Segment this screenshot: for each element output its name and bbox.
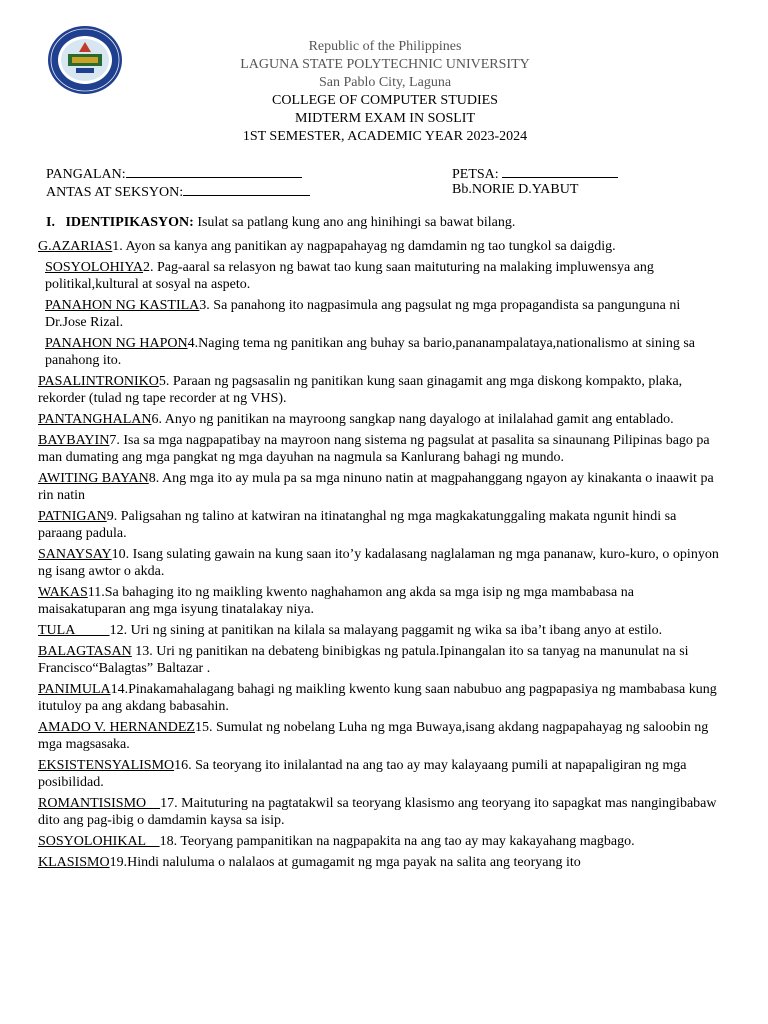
question-text-9: 9. Paligsahan ng talino at katwiran na itinatanghal ng mga magkakatunggaling makata ngunit hindi sa paraang padula. [38,509,677,541]
section-number: I. [46,215,55,230]
question-text-12: 12. Uri ng sining at panitikan na kilala sa malayang paggamit ng wika sa iba’t ibang anyo at estilo. [109,623,663,638]
question-text-3: 3. Sa panahong ito nagpasimula ang pagsulat ng mga propagandista sa pangunguna ni Dr.Jose Rizal. [45,298,681,330]
question-item-2 [38,259,723,293]
question-item-4 [38,335,723,369]
question-text-14: 14.Pinakamahalagang bahagi ng maikling kwento kung saan nabubuo ang pagpapasiya ng mambabasa kung itutuloy pa ang akdang babasahin. [38,682,717,714]
answer-8: AWITING BAYAN [38,471,149,486]
question-text-15: 15. Sumulat ng nobelang Luha ng mga Buwaya,isang akdang nagpapahayag ng saloobin ng mga magsasaka. [38,720,709,752]
header-college: COLLEGE OF COMPUTER STUDIES [272,93,498,108]
question-item-9 [38,508,723,542]
header-city: San Pablo City, Laguna [318,75,452,90]
question-item-17 [38,795,723,829]
answer-10: SANAYSAY [38,547,112,562]
answer-14: PANIMULA [38,682,111,697]
answer-18: SOSYOLOHIKAL [38,834,160,849]
question-text-8: 8. Ang mga ito ay mula pa sa mga ninuno natin at magpahanggang ngayon ay kinakanta o inaawit pa rin natin [38,471,714,503]
answer-9: PATNIGAN [38,509,107,524]
question-item-8 [38,470,723,504]
university-seal-logo [46,24,124,96]
answer-5: PASALINTRONIKO [38,374,159,389]
answer-19: KLASISMO [38,855,110,870]
header-university: LAGUNA STATE POLYTECHNIC UNIVERSITY [240,57,530,72]
question-item-15 [38,719,723,753]
answer-6: PANTANGHALAN [38,412,152,427]
section-heading [46,214,736,231]
question-item-12 [38,622,723,639]
question-item-11 [38,584,723,618]
question-item-13 [38,643,723,677]
section-label: ANTAS AT SEKSYON: [46,185,184,200]
header-exam-title: MIDTERM EXAM IN SOSLIT [294,111,476,126]
answer-12: TULA [38,623,110,638]
question-item-10 [38,546,723,580]
question-text-5: 5. Paraan ng pagsasalin ng panitikan kung saan ginagamit ang mga diskong kompakto, plaka, rekorder (tulad ng tape recorder at ng VHS). [38,374,683,406]
question-text-7: 7. Isa sa mga nagpapatibay na mayroon nang sistema ng pagsulat at pasalita sa sinaunang Pilipinas bago pa man dumating ang mga pangkat ng mga dayuhan na nagmula sa Kanlurang bahagi ng mundo. [38,433,710,465]
question-text-2: 2. Pag-aaral sa relasyon ng bawat tao kung saan maituturing na malaking impluwensya ang politikal,kultural at sosyal na aspeto. [45,260,654,292]
date-label: PETSA: [452,167,499,182]
question-item-19 [38,854,723,871]
section-instruction: Isulat sa patlang kung ano ang hinihingi sa bawat bilang. [193,215,516,230]
question-item-1 [38,238,723,255]
answer-15: AMADO V. HERNANDEZ [38,720,195,735]
question-text-16: 16. Sa teoryang ito inilalantad na ang tao ay may kalayaang pumili at napapaligiran ng mga posibilidad. [38,758,687,790]
student-info [46,163,726,199]
question-item-3 [38,297,723,331]
question-text-13: 13. Uri ng panitikan na debateng binibigkas ng patula.Ipinangalan ito sa tanyag na manunulat na si Francisco“Balagtas” Baltazar . [38,644,689,676]
document-header [150,38,620,146]
question-text-10: 10. Isang sulating gawain na kung saan ito’y kadalasang naglalaman ng mga pananaw, kuro-kuro, o opinyon ng isang awtor o akda. [38,547,719,579]
date-blank[interactable] [502,163,618,178]
header-republic: Republic of the Philippines [308,39,462,54]
question-text-6: 6. Anyo ng panitikan na mayroong sangkap nang dayalogo at inilalahad gamit ang entablado. [151,412,674,427]
answer-2: SOSYOLOHIYA [45,260,144,275]
answer-17: ROMANTISISMO [38,796,161,811]
question-item-14 [38,681,723,715]
question-text-11: 11.Sa bahaging ito ng maikling kwento naghahamon ang akda sa mga isip ng mga mambabasa na maisakatuparan ang mga isyung tinatalakay niya. [38,585,634,617]
question-item-6 [38,411,723,428]
teacher-name: Bb.NORIE D.YABUT [452,182,579,197]
answer-1: G.AZARIAS [38,239,113,254]
question-text-4: 4.Naging tema ng panitikan ang buhay sa bario,pananampalataya,nationalismo at sining sa panahong ito. [45,336,695,368]
question-text-19: 19.Hindi naluluma o nalalaos at gumagamit ng mga payak na salita ang teoryang ito [109,855,581,870]
header-semester: 1ST SEMESTER, ACADEMIC YEAR 2023-2024 [242,129,528,144]
question-item-18 [38,833,723,850]
question-text-17: 17. Maituturing na pagtatakwil sa teoryang klasismo ang teoryang ito sapagkat mas nangingibabaw dito ang pag-ibig o damdamin kaysa sa isip. [38,796,717,828]
answer-4: PANAHON NG HAPON [45,336,188,351]
question-item-5 [38,373,723,407]
name-blank[interactable] [126,163,302,178]
question-text-18: 18. Teoryang pampanitikan na nagpapakita na ang tao ay may kakayahang magbago. [159,834,635,849]
answer-16: EKSISTENSYALISMO [38,758,175,773]
answer-7: BAYBAYIN [38,433,110,448]
question-item-7 [38,432,723,466]
question-item-16 [38,757,723,791]
name-label: PANGALAN: [46,167,126,182]
answer-11: WAKAS [38,585,88,600]
question-list [38,238,723,875]
answer-13: BALAGTASAN [38,644,132,659]
question-text-1: 1. Ayon sa kanya ang panitikan ay nagpapahayag ng damdamin ng tao tungkol sa daigdig. [112,239,616,254]
section-blank[interactable] [183,181,310,196]
section-title: IDENTIPIKASYON: [65,215,194,230]
answer-3: PANAHON NG KASTILA [45,298,200,313]
